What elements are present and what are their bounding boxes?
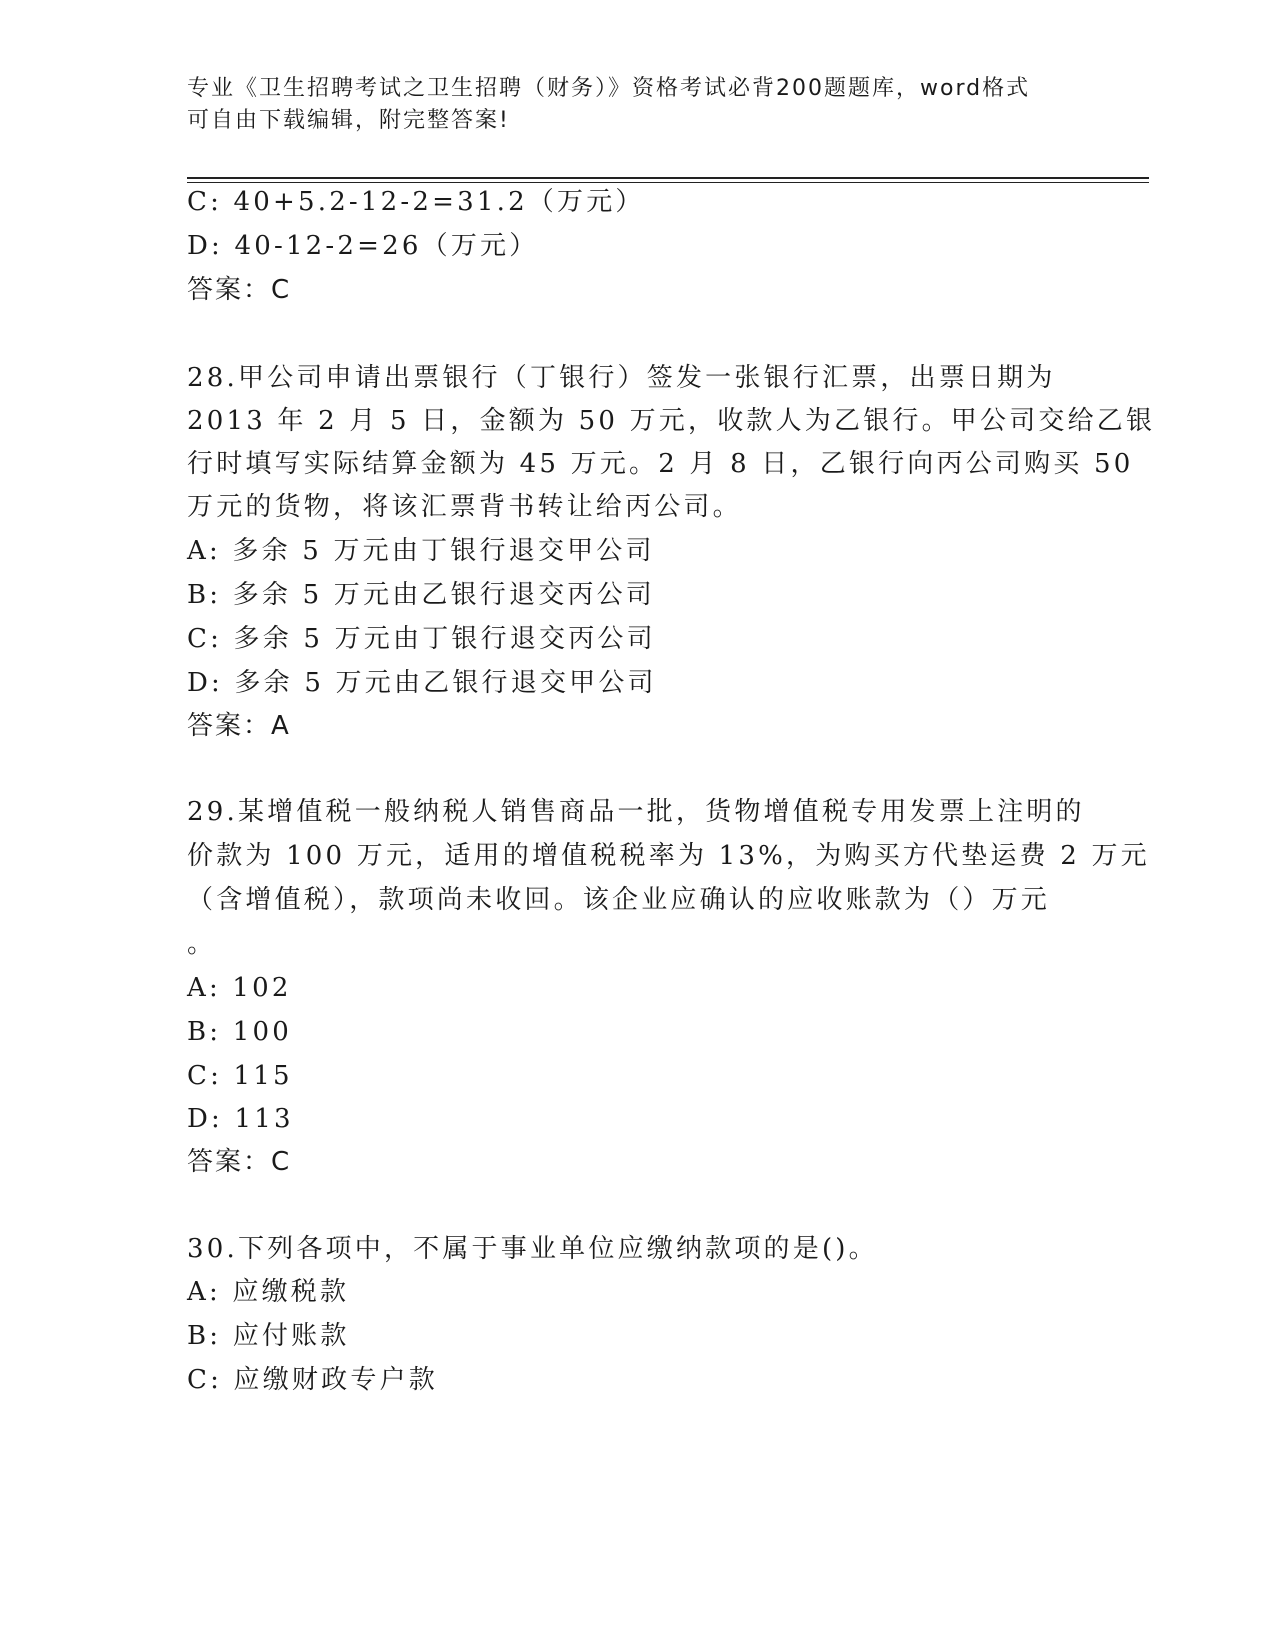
document-header [187, 73, 1087, 137]
q28-option-a: A: 多余 5 万元由丁银行退交甲公司 [187, 536, 655, 566]
q29-answer: 答案：C [187, 1147, 292, 1177]
prev-option-c: C: 40+5.2-12-2=31.2（万元） [187, 187, 645, 217]
q29-option-b: B: 100 [187, 1017, 292, 1047]
q28-option-c: C: 多余 5 万元由丁银行退交丙公司 [187, 624, 656, 654]
q28-answer: 答案：A [187, 711, 291, 741]
q28-option-d: D: 多余 5 万元由乙银行退交甲公司 [187, 668, 657, 698]
q28-stem-line: 行时填写实际结算金额为 45 万元。2 月 8 日，乙银行向丙公司购买 50 [187, 449, 1134, 479]
prev-option-d: D: 40-12-2=26（万元） [187, 231, 539, 261]
q28-stem-line: 万元的货物，将该汇票背书转让给丙公司。 [187, 492, 742, 522]
header-title-line-2: 可自由下载编辑，附完整答案! [187, 108, 510, 133]
prev-answer: 答案：C [187, 275, 292, 305]
header-title-line-1: 专业《卫生招聘考试之卫生招聘（财务）》资格考试必背200题题库，word格式 [187, 76, 1031, 101]
q29-stem-line: 价款为 100 万元，适用的增值税税率为 13%，为购买方代垫运费 2 万元 [187, 841, 1150, 871]
q30-option-c: C: 应缴财政专户款 [187, 1365, 438, 1395]
q30-option-b: B: 应付账款 [187, 1321, 350, 1351]
q30-stem-line: 30.下列各项中，不属于事业单位应缴纳款项的是()。 [187, 1234, 878, 1264]
q29-option-d: D: 113 [187, 1104, 294, 1134]
q28-stem-line: 28.甲公司申请出票银行（丁银行）签发一张银行汇票，出票日期为 [187, 363, 1056, 393]
q29-stem-line: （含增值税），款项尚未收回。该企业应确认的应收账款为（）万元 [187, 885, 1051, 915]
q29-option-c: C: 115 [187, 1061, 293, 1091]
q28-option-b: B: 多余 5 万元由乙银行退交丙公司 [187, 580, 656, 610]
q29-option-a: A: 102 [187, 973, 292, 1003]
q29-stem-line: 29.某增值税一般纳税人销售商品一批，货物增值税专用发票上注明的 [187, 797, 1085, 827]
q29-stem-line: 。 [187, 929, 217, 959]
header-divider-thin [187, 182, 1149, 183]
q30-option-a: A: 应缴税款 [187, 1277, 350, 1307]
header-divider-thick [187, 177, 1149, 179]
q28-stem-line: 2013 年 2 月 5 日，金额为 50 万元，收款人为乙银行。甲公司交给乙银 [187, 406, 1156, 436]
